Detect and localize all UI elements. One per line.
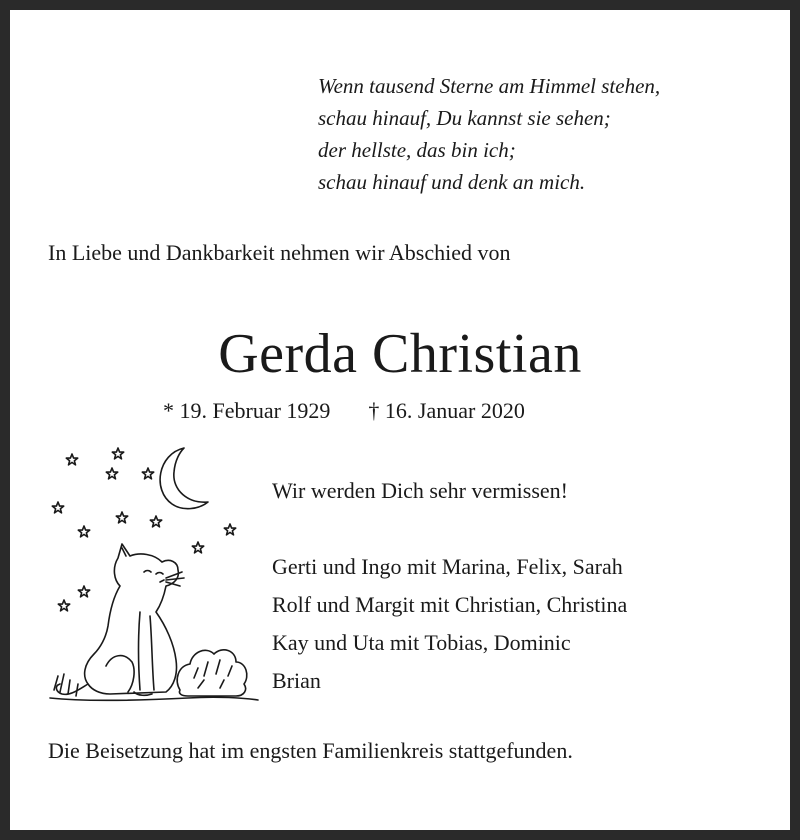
cat-moon-stars-icon: [48, 440, 260, 715]
family-line: Kay und Uta mit Tobias, Dominic: [272, 630, 571, 655]
poem-line: der hellste, das bin ich;: [318, 138, 516, 162]
poem: [318, 70, 660, 198]
life-dates: [163, 398, 525, 424]
intro-text: In Liebe und Dankbarkeit nehmen wir Abschied von: [48, 240, 511, 265]
family-line: Brian: [272, 668, 321, 693]
family-list: [272, 548, 627, 700]
deceased-name: Gerda Christian: [218, 323, 582, 385]
closing-text: Die Beisetzung hat im engsten Familienkreis stattgefunden.: [48, 738, 573, 763]
poem-line: Wenn tausend Sterne am Himmel stehen,: [318, 74, 661, 98]
message-text: Wir werden Dich sehr vermissen!: [272, 478, 569, 503]
poem-line: schau hinauf, Du kannst sie sehen;: [318, 106, 611, 130]
family-line: Gerti und Ingo mit Marina, Felix, Sarah: [272, 554, 623, 579]
birth-date: * 19. Februar 1929: [163, 398, 331, 423]
family-line: Rolf und Margit mit Christian, Christina: [272, 592, 628, 617]
death-date: † 16. Januar 2020: [368, 398, 525, 423]
poem-line: schau hinauf und denk an mich.: [318, 170, 586, 194]
